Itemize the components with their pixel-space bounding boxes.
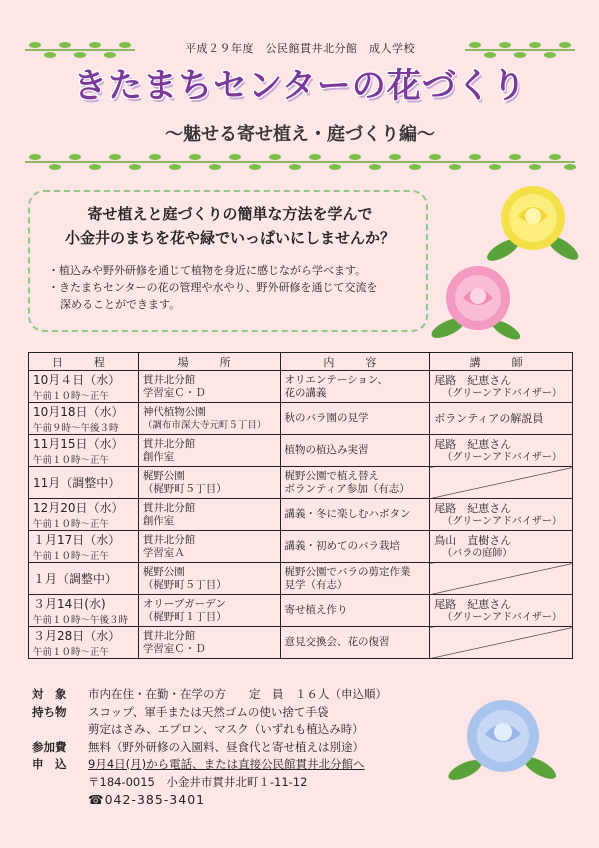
yellow-rose-icon — [478, 178, 588, 268]
place-cell — [138, 563, 280, 595]
items-value: スコップ、軍手または天然ゴムの使い捨て手袋 — [88, 704, 329, 719]
teacher-name: ボランティアの解説員 — [434, 412, 544, 425]
teacher-role: （グリーンアドバイザー） — [442, 611, 562, 623]
items-value-2: 剪定はさみ、エプロン、マスク（いずれも植込み時） — [88, 722, 364, 736]
fee-label: 参加費 — [32, 739, 67, 754]
date-cell — [29, 403, 139, 435]
blue-rose-icon — [445, 690, 560, 790]
apply-row — [32, 756, 452, 774]
date-text: 11月（調整中） — [33, 476, 121, 490]
teacher-name: 尾路 紀恵さん — [434, 373, 512, 387]
content-text: 寄せ植え作り — [284, 604, 348, 616]
place-text: オリーブガーデン — [142, 597, 226, 610]
program-header: 平成２９年度 公民館貫井北分館 成人学校 — [185, 42, 415, 55]
teacher-role: （グリーンアドバイザー） — [442, 387, 562, 399]
place-detail: （梶野町５丁目） — [142, 578, 227, 591]
page-title: きたまちセンターの花づくり — [73, 66, 527, 106]
time-text: 午前１０時～正午 — [33, 391, 110, 402]
teacher-cell-empty — [430, 627, 573, 659]
place-detail: （調布市深大寺元町５丁目） — [142, 419, 267, 431]
content-text: オリエンテーション、 — [284, 373, 389, 386]
content-cell — [280, 435, 430, 467]
info-block — [32, 686, 452, 809]
intro-bullets — [48, 262, 418, 313]
table-row — [29, 627, 573, 659]
teacher-cell — [430, 371, 573, 403]
content-cell — [280, 595, 430, 627]
phone-number: ☎042-385-3401 — [88, 792, 206, 807]
time-text: 午前１０時～午後３時 — [33, 615, 129, 626]
fee-row — [32, 739, 452, 757]
table-row — [29, 435, 573, 467]
place-detail: 学習室Ｃ・Ｄ — [142, 386, 206, 399]
bullet-item: 深めることができます。 — [60, 298, 181, 311]
content-text: 講義・初めてのバラ栽培 — [284, 540, 401, 552]
date-cell — [29, 435, 139, 467]
content-cell — [280, 499, 430, 531]
header-content: 内 容 — [280, 353, 430, 371]
table-row — [29, 595, 573, 627]
header-place: 場 所 — [138, 353, 280, 371]
place-cell — [138, 499, 280, 531]
pink-rose-icon — [428, 258, 528, 346]
place-detail: （梶野町１丁目） — [142, 610, 227, 623]
teacher-cell-empty — [430, 563, 573, 595]
items-row — [32, 704, 452, 722]
teacher-name: 尾路 紀恵さん — [434, 597, 512, 611]
apply-label: 申 込 — [32, 757, 67, 771]
place-cell — [138, 531, 280, 563]
items-label: 持ち物 — [32, 704, 67, 719]
content-detail: ボランティア参加（有志） — [284, 482, 410, 495]
content-cell — [280, 563, 430, 595]
target-label: 対 象 — [32, 687, 67, 701]
bullet-item: ・きたまちセンターの花の管理や水やり、野外研修を通じて交流を — [48, 281, 378, 294]
place-cell — [138, 435, 280, 467]
date-text: １月（調整中） — [33, 572, 118, 586]
page-subtitle: ～魅せる寄せ植え・庭づくり編～ — [165, 124, 435, 145]
date-text: １月17日（水） — [33, 533, 121, 547]
teacher-cell — [430, 499, 573, 531]
date-cell — [29, 467, 139, 499]
teacher-cell — [430, 403, 573, 435]
address: 〒184-0015 小金井市貫井北町１-11-12 — [88, 774, 308, 789]
table-row — [29, 467, 573, 499]
date-cell — [29, 563, 139, 595]
date-cell — [29, 627, 139, 659]
place-text: 貫井北分館 — [142, 437, 196, 450]
header-teacher: 講 師 — [430, 353, 573, 371]
date-text: ３月28日（水） — [33, 629, 121, 643]
date-cell — [29, 371, 139, 403]
teacher-cell — [430, 531, 573, 563]
place-cell — [138, 595, 280, 627]
content-text: 意見交換会、花の復習 — [284, 636, 390, 648]
table-row — [29, 563, 573, 595]
time-text: 午前１０時～正午 — [33, 647, 110, 658]
content-detail: 見学（有志） — [284, 578, 348, 591]
place-detail: 学習室Ａ — [142, 546, 185, 559]
table-row — [29, 403, 573, 435]
teacher-role: （グリーンアドバイザー） — [442, 515, 562, 527]
intro-line-1: 寄せ植えと庭づくりの簡単な方法を学んで — [87, 205, 373, 223]
date-text: 11月15日（水） — [33, 437, 124, 451]
time-text: 午前１０時～正午 — [33, 551, 110, 562]
vine-ornament-bottom — [20, 150, 580, 174]
schedule-table — [28, 352, 573, 659]
teacher-cell — [430, 435, 573, 467]
place-detail: （梶野町５丁目） — [142, 482, 227, 495]
date-text: 10月18日（水） — [33, 405, 124, 419]
content-text: 講義・冬に楽しむハボタン — [284, 508, 411, 520]
time-text: 午前９時～午後３時 — [33, 423, 119, 434]
date-text: ３月14日(水) — [33, 597, 106, 611]
teacher-name: 尾路 紀恵さん — [434, 437, 512, 451]
content-text: 梶野公園でバラの剪定作業 — [284, 565, 411, 578]
intro-line-2: 小金井のまちを花や緑でいっぱいにしませんか？ — [64, 229, 395, 247]
place-cell — [138, 403, 280, 435]
intro-box — [28, 190, 428, 332]
content-cell — [280, 371, 430, 403]
place-text: 神代植物公園 — [142, 405, 206, 418]
place-text: 梶野公園 — [142, 469, 185, 482]
place-cell — [138, 467, 280, 499]
target-row — [32, 686, 452, 704]
content-cell — [280, 403, 430, 435]
content-text: 秋のバラ園の見学 — [284, 412, 369, 424]
place-detail: 学習室Ｃ・Ｄ — [142, 642, 206, 655]
bullet-item: ・植込みや野外研修を通じて植物を身近に感じながら学べます。 — [48, 264, 367, 277]
header-date: 日 程 — [29, 353, 139, 371]
teacher-name: 鳥山 直樹さん — [434, 533, 512, 547]
table-header-row — [29, 353, 573, 371]
intro-lead — [30, 202, 430, 250]
content-cell — [280, 627, 430, 659]
date-cell — [29, 595, 139, 627]
date-cell — [29, 499, 139, 531]
teacher-cell — [430, 595, 573, 627]
place-text: 貫井北分館 — [142, 629, 196, 642]
place-detail: 創作室 — [142, 450, 175, 463]
table-row — [29, 371, 573, 403]
place-text: 梶野公園 — [142, 565, 185, 578]
date-text: 10月４日（水） — [33, 373, 121, 387]
content-cell — [280, 531, 430, 563]
fee-value: 無料（野外研修の入園料、昼食代と寄せ植えは別途） — [88, 739, 364, 754]
teacher-name: 尾路 紀恵さん — [434, 501, 512, 515]
table-row — [29, 531, 573, 563]
date-cell — [29, 531, 139, 563]
place-text: 貫井北分館 — [142, 373, 196, 386]
date-text: 12月20日（水） — [33, 501, 124, 515]
content-text: 植物の植込み実習 — [284, 444, 369, 456]
place-cell — [138, 627, 280, 659]
time-text: 午前１０時～正午 — [33, 519, 110, 530]
target-value: 市内在住・在勤・在学の方 定 員 １６人（申込順） — [88, 687, 387, 701]
content-cell — [280, 467, 430, 499]
place-text: 貫井北分館 — [142, 533, 196, 546]
place-cell — [138, 371, 280, 403]
teacher-role: （バラの庭師） — [442, 547, 513, 559]
teacher-role: （グリーンアドバイザー） — [442, 451, 562, 463]
place-detail: 創作室 — [142, 514, 175, 527]
content-text: 梶野公園で植え替え — [284, 469, 380, 482]
teacher-cell-empty — [430, 467, 573, 499]
table-row — [29, 499, 573, 531]
time-text: 午前１０時～正午 — [33, 455, 110, 466]
content-detail: 花の講義 — [284, 386, 327, 399]
apply-value: 9月4日(月)から電話、または直接公民館貫井北分館へ — [88, 757, 365, 771]
place-text: 貫井北分館 — [142, 501, 196, 514]
